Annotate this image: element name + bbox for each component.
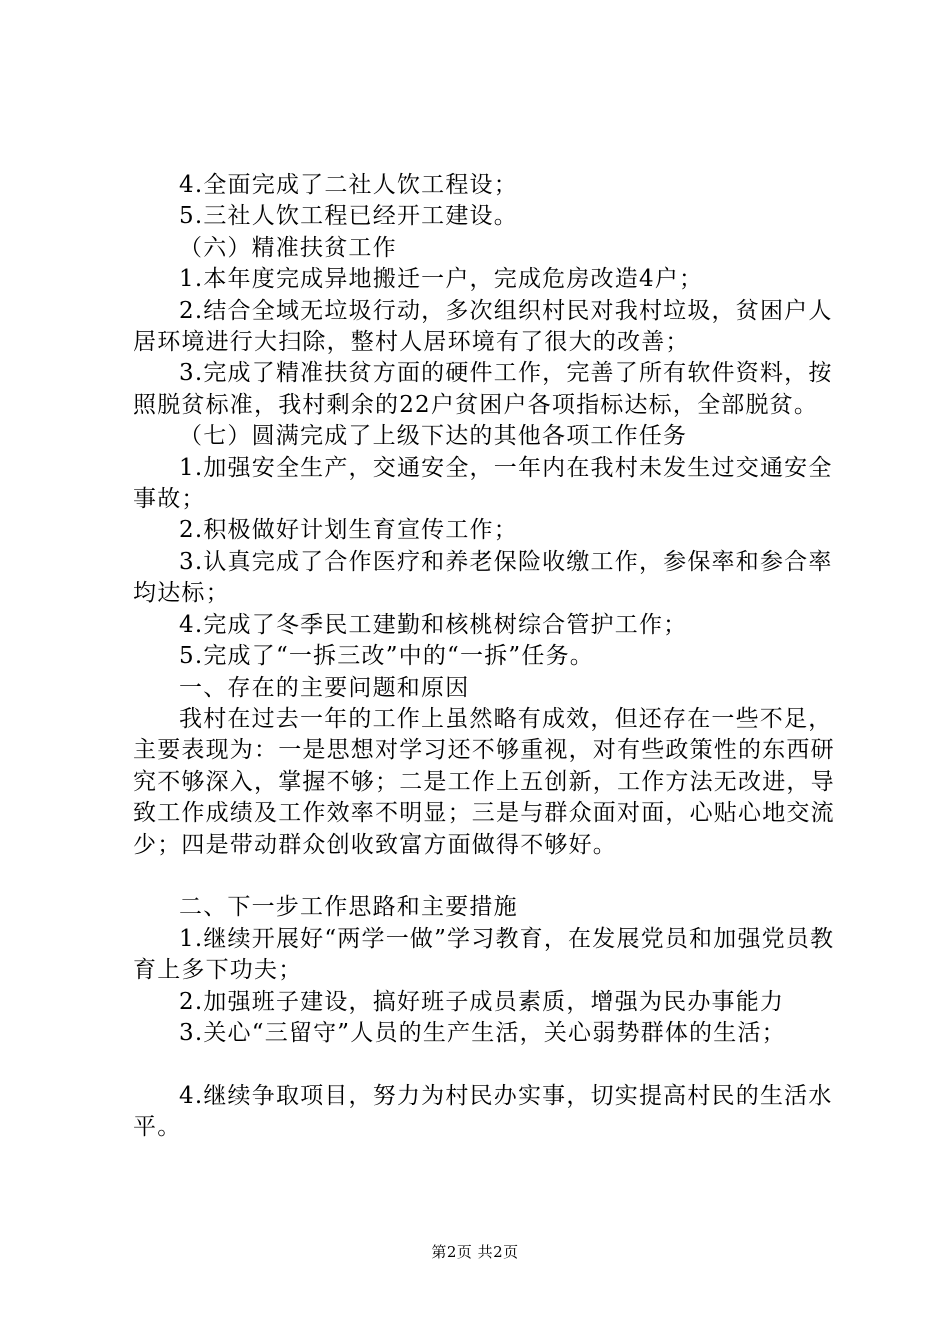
section-heading: 二、下一步工作思路和主要措施	[179, 894, 518, 921]
blank-line	[133, 1049, 853, 1080]
blank-line	[133, 861, 853, 892]
paragraph: 4.全面完成了二社人饮工程设；	[179, 172, 518, 198]
section-heading: （六）精准扶贫工作	[179, 234, 397, 261]
paragraph: 3.关心“三留守”人员的生产生活，关心弱势群体的生活；	[179, 1019, 786, 1046]
paragraph: 2.结合全域无垃圾行动，多次组织村民对我村垃圾，贫困户人居环境进行大扫除，整村人居环境有了很大的改善；	[133, 297, 833, 356]
page-footer: 第2页 共2页	[431, 1243, 519, 1261]
paragraph: 3.完成了精准扶贫方面的硬件工作，完善了所有软件资料，按照脱贫标准，我村剩余的22户贫困户各项指标达标，全部脱贫。	[133, 360, 833, 418]
paragraph: 5.三社人饮工程已经开工建设。	[179, 203, 518, 230]
document-body	[133, 170, 853, 1144]
paragraph: 5.完成了“一拆三改”中的“一拆”任务。	[179, 643, 594, 670]
paragraph: 1.加强安全生产，交通安全，一年内在我村未发生过交通安全事故；	[133, 454, 833, 513]
paragraph: 4.完成了冬季民工建勤和核桃树综合管护工作；	[179, 611, 688, 638]
paragraph: 4.继续争取项目，努力为村民办实事，切实提高村民的生活水平。	[133, 1082, 833, 1141]
paragraph: 我村在过去一年的工作上虽然略有成效，但还存在一些不足，主要表现为：一是思想对学习还不够重视，对有些政策性的东西研究不够深入，掌握不够；二是工作上五创新，工作方法无改进，导致工作成绩及工作效率不明显；三是与群众面对面，心贴心地交流少；四是带动群众创收致富方面做得不够好。	[133, 705, 835, 858]
section-heading: （七）圆满完成了上级下达的其他各项工作任务	[179, 423, 688, 450]
paragraph: 1.本年度完成异地搬迁一户，完成危房改造4户；	[179, 266, 704, 293]
paragraph: 3.认真完成了合作医疗和养老保险收缴工作，参保率和参合率均达标；	[133, 548, 833, 607]
section-heading: 一、存在的主要问题和原因	[179, 674, 470, 701]
paragraph: 2.加强班子建设，搞好班子成员素质，增强为民办事能力	[179, 988, 785, 1015]
paragraph: 2.积极做好计划生育宣传工作；	[179, 517, 518, 544]
paragraph: 1.继续开展好“两学一做”学习教育，在发展党员和加强党员教育上多下功夫；	[133, 925, 835, 984]
